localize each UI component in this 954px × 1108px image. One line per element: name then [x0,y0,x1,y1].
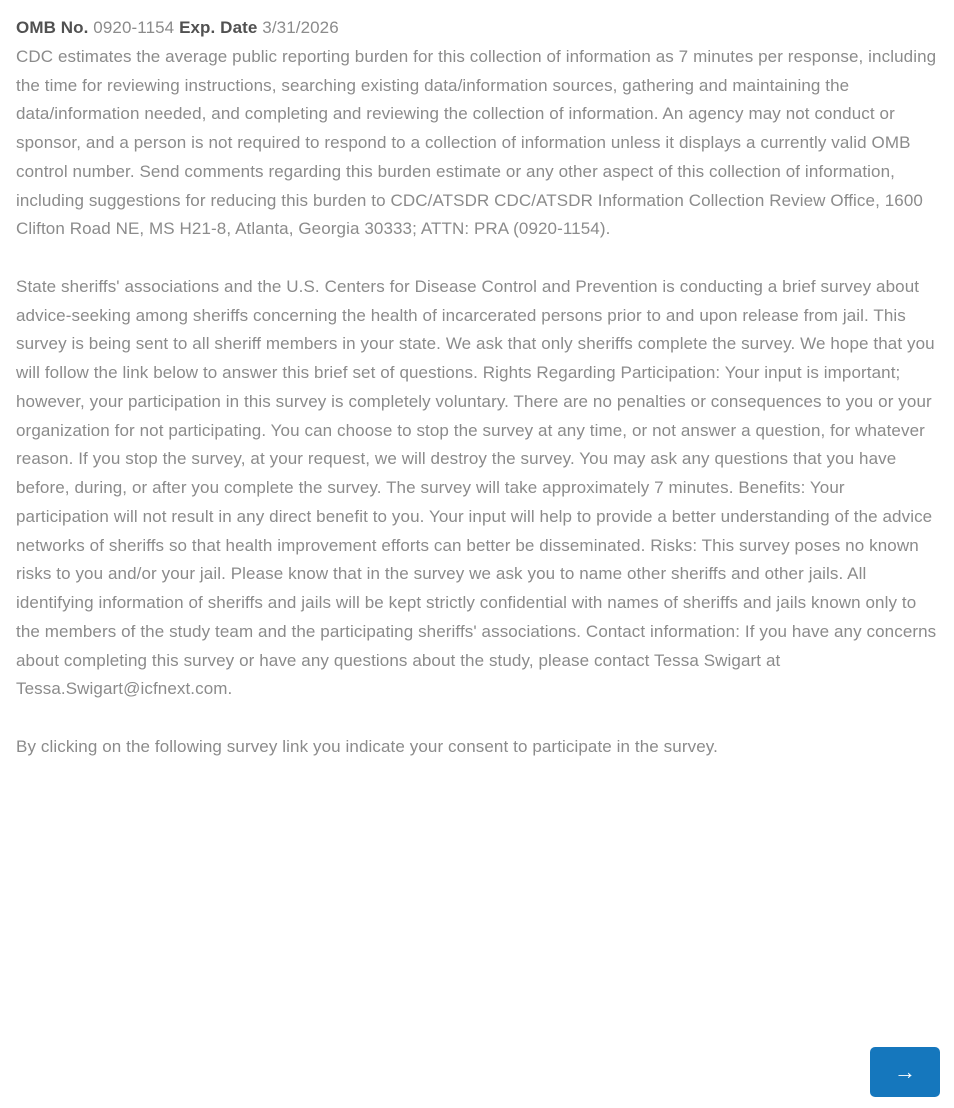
omb-number-label: OMB No. [16,18,89,37]
exp-date-value: 3/31/2026 [262,18,339,37]
navigation-footer [0,1047,954,1108]
burden-statement-paragraph: CDC estimates the average public reporting burden for this collection of information as 7 minutes per response, including the time for reviewing instructions, searching existing data/information sources, gathering and maintaining the data/information needed, and completing and reviewing the collection of information. An agency may not conduct or sponsor, and a person is not required to respond to a collection of information unless it displays a currently valid OMB control number. Send comments regarding this burden estimate or any other aspect of this collection of information, including suggestions for reducing this burden to CDC/ATSDR CDC/ATSDR Information Collection Review Office, 1600 Clifton Road NE, MS H21-8, Atlanta, Georgia 30333; ATTN: PRA (0920-1154). [16,46,937,239]
exp-date-label: Exp. Date [179,18,258,37]
omb-header-line [16,14,940,43]
consent-statement-paragraph: By clicking on the following survey link you indicate your consent to participate in the survey. [16,736,718,756]
omb-number-value: 0920-1154 [93,18,175,37]
next-button[interactable] [870,1047,940,1097]
survey-description-paragraph: State sheriffs' associations and the U.S. Centers for Disease Control and Prevention is conducting a brief survey about advice-seeking among sheriffs concerning the health of incarcerated persons prior to and upon release from jail. This survey is being sent to all sheriff members in your state. We ask that only sheriffs complete the survey. We hope that you will follow the link below to answer this brief set of questions. Rights Regarding Participation: Your input is important; however, your participation in this survey is completely voluntary. There are no penalties or consequences to you or your organization for not participating. You can choose to stop the survey at any time, or not answer a question, for whatever reason. If you stop the survey, at your request, we will destroy the survey. You may ask any questions that you have before, during, or after you complete the survey. The survey will take approximately 7 minutes. Benefits: Your participation will not result in any direct benefit to you. Your input will help to provide a better understanding of the advice networks of sheriffs so that health improvement efforts can better be disseminated. Risks: This survey poses no known risks to you and/or your jail. Please know that in the survey we ask you to name other sheriffs and other jails. All identifying information of sheriffs and jails will be kept strictly confidential with names of sheriffs and jails known only to the members of the study team and the participating sheriffs' associations. Contact information: If you have any concerns about completing this survey or have any questions about the study, please contact Tessa Swigart at Tessa.Swigart@icfnext.com. [16,276,937,699]
right-arrow-icon: → [894,1059,916,1084]
